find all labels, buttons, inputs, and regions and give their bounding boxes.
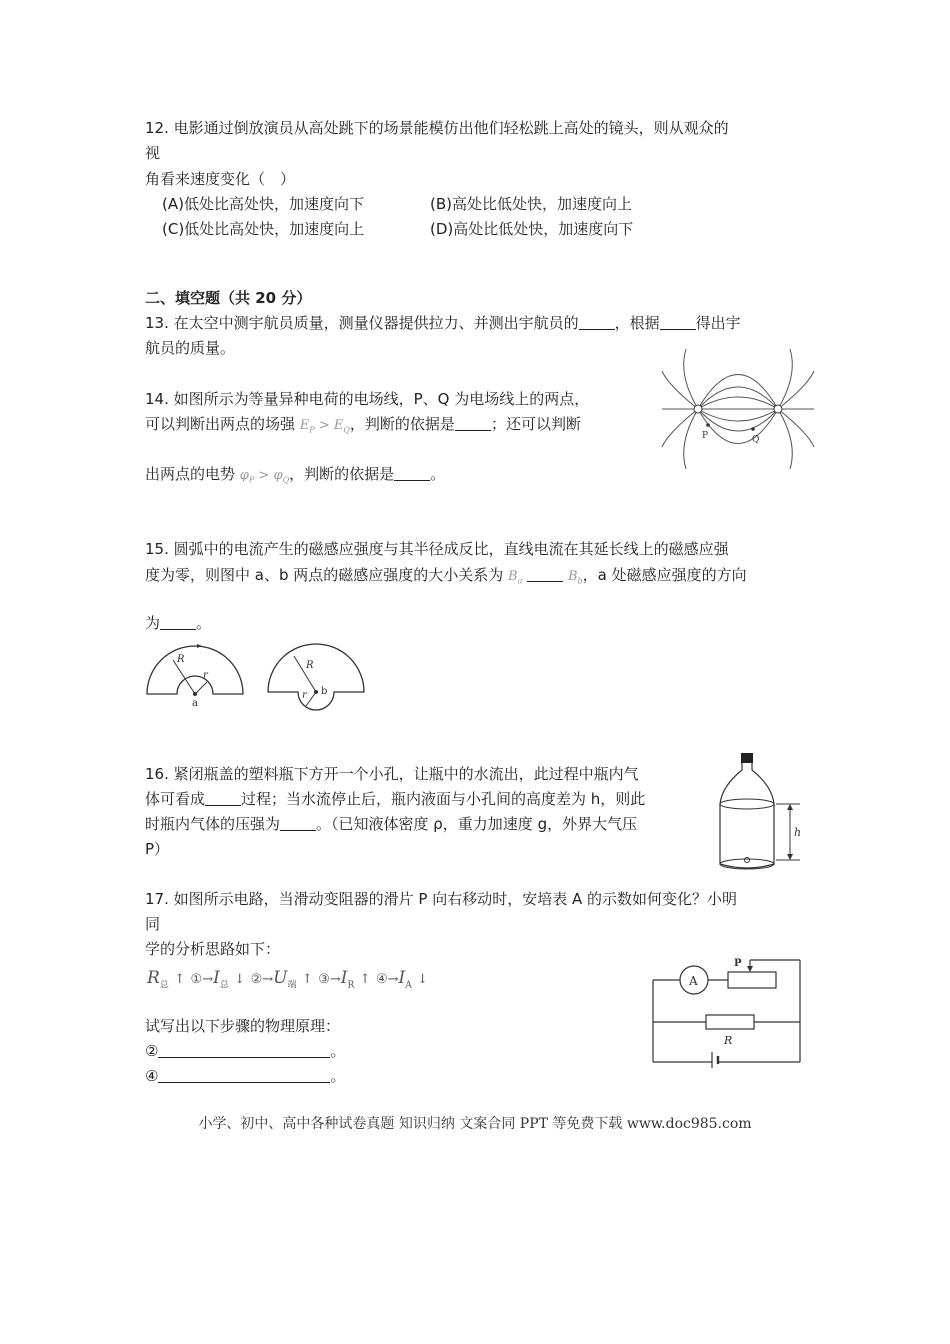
chain-down-2: ↓	[417, 972, 429, 987]
q14-phi-sub-q: Q	[282, 475, 290, 485]
bottle-h-label: h	[794, 826, 802, 839]
q15-text-2a: 度为零，则图中 a、b 两点的磁感应强度的大小关系为	[145, 566, 504, 584]
chain-step-1: ①	[190, 972, 203, 987]
q14-e-sub-p: P	[309, 425, 315, 435]
label-q: Q	[752, 435, 760, 445]
q14-line1: 14. 如图所示为等量异种电荷的电场线，P、Q 为电场线上的两点，	[145, 390, 590, 408]
q13-text-1: 13. 在太空中测宇航员质量，测量仪器提供拉力、并测出宇航员的	[145, 314, 579, 332]
q12-option-a: (A)低处比高处快，加速度向下	[162, 195, 364, 213]
q17-blank-4	[158, 1068, 330, 1083]
q14-e-sub-q: Q	[343, 425, 350, 435]
fig-b-r: r	[302, 690, 307, 701]
arc-figure-b	[266, 642, 366, 726]
q17-line4: 试写出以下步骤的物理原理：	[145, 1017, 341, 1035]
q14-phi2: φ	[273, 468, 283, 483]
q14-text-2a: 可以判断出两点的场强	[145, 415, 296, 433]
q12-option-d: (D)高处比低处快，加速度向下	[430, 220, 634, 238]
q15-blank-1	[527, 567, 563, 582]
q14-blank-2	[394, 466, 430, 481]
arc-figure-a	[145, 642, 245, 710]
q15-line3	[145, 611, 211, 635]
q13-line2: 航员的质量。	[145, 339, 236, 357]
chain-up-2: ↑	[301, 972, 313, 987]
q16-blank-1	[205, 791, 241, 806]
chain-u-sub: 端	[287, 980, 297, 991]
chain-i-sub: 总	[219, 980, 229, 991]
q14-phi: φ	[239, 468, 249, 483]
q14-field-relation	[300, 418, 350, 433]
q14-line3	[145, 462, 445, 493]
q13-text-3: 得出宇	[695, 314, 741, 332]
point-q	[751, 427, 755, 431]
q16-line4: P）	[145, 840, 170, 858]
q17-blank-2	[158, 1043, 330, 1058]
q15-text-2b: ，a 处磁感应强度的方向	[582, 566, 747, 584]
chain-up-3: ↑	[359, 972, 371, 987]
q17-line2: 同	[145, 915, 161, 933]
fig-a-r: r	[203, 670, 208, 681]
q14-blank-1	[455, 416, 491, 431]
chain-r-sub: 总	[159, 980, 169, 991]
q16-line1: 16. 紧闭瓶盖的塑料瓶下方开一个小孔，让瓶中的水流出，此过程中瓶内气	[145, 765, 639, 783]
q12-line3: 角看来速度变化（ ）	[145, 170, 296, 188]
q15-line1: 15. 圆弧中的电流产生的磁感应强度与其半径成反比，直线电流在其延长线上的磁感应强	[145, 540, 729, 558]
chain-step-3: ③	[318, 972, 330, 987]
q17-step4-label: ④	[145, 1067, 159, 1085]
chain-r: R	[147, 968, 160, 988]
q14-phi-gt: >	[254, 468, 274, 483]
chain-arrow-1: →	[202, 972, 214, 987]
q14-e2: E	[333, 418, 344, 433]
q14-e: E	[299, 418, 310, 433]
q12-option-b: (B)高处比低处快，加速度向上	[430, 195, 632, 213]
fig-b-label: b	[321, 686, 328, 697]
chain-u: U	[273, 968, 288, 988]
chain-step-2: ②	[250, 972, 263, 987]
chain-ir-sub: R	[347, 980, 355, 991]
point-p	[706, 423, 710, 427]
q13-blank-2	[660, 315, 696, 330]
fig-b-R: R	[306, 660, 314, 671]
chain-ia-sub: A	[405, 980, 412, 991]
q14-text-2c: ；还可以判断	[490, 415, 581, 433]
fig-a-label: a	[192, 698, 198, 709]
q16-line3	[145, 812, 637, 836]
q15-text-3b: 。	[196, 614, 212, 632]
q15-b1: B	[508, 569, 518, 584]
resistor-label: R	[724, 1034, 733, 1047]
bottle-cap	[741, 753, 753, 763]
q16-blank-2	[280, 816, 316, 831]
chain-ia: I	[398, 968, 406, 988]
q17-step2-label: ②	[145, 1042, 159, 1060]
chain-arrow-2: →	[262, 972, 274, 987]
chain-down-1: ↓	[234, 972, 246, 987]
q14-line2	[145, 412, 581, 443]
bottle-hole	[745, 858, 750, 863]
label-p: P	[702, 431, 709, 441]
q14-potential-relation	[240, 468, 289, 483]
q15-bb	[568, 569, 583, 584]
q14-text-3a: 出两点的电势	[145, 465, 236, 483]
chain-arrow-3: →	[329, 972, 341, 987]
ammeter-label: A	[689, 974, 698, 988]
analysis-chain	[147, 968, 428, 990]
chain-ir: I	[340, 968, 348, 988]
chain-up-1: ↑	[174, 972, 186, 987]
q15-blank-2	[160, 615, 196, 630]
q15-b2-sub: b	[577, 576, 583, 586]
chain-i: I	[213, 968, 220, 988]
q14-phi-sub-p: P	[248, 475, 255, 485]
chain-step-4: ④	[375, 972, 388, 987]
section-title: 二、填空题（共 20 分）	[145, 289, 312, 307]
q15-ba	[508, 569, 522, 584]
q17-step4-line	[145, 1064, 345, 1088]
q15-line2	[145, 563, 747, 594]
slider-label: P	[734, 958, 742, 969]
q15-b1-sub: a	[517, 576, 523, 586]
q15-text-3a: 为	[145, 614, 161, 632]
charge-right	[774, 405, 782, 413]
q14-text-3b: ，判断的依据是	[289, 465, 395, 483]
circuit-diagram	[650, 952, 806, 1068]
q16-text-3a: 时瓶内气体的压强为	[145, 815, 281, 833]
chain-arrow-4: →	[387, 972, 399, 987]
q15-b2: B	[567, 569, 578, 584]
q13-text-2: ，根据	[614, 314, 660, 332]
q13-line1	[145, 311, 741, 335]
q12-line1: 12. 电影通过倒放演员从高处跳下的场景能模仿出他们轻松跳上高处的镜头，则从观众的	[145, 119, 729, 137]
bottle-diagram	[714, 752, 814, 874]
q16-text-2b: 过程；当水流停止后，瓶内液面与小孔间的高度差为 h，则此	[241, 790, 646, 808]
q17-line3: 学的分析思路如下：	[145, 940, 281, 958]
q16-text-2a: 体可看成	[145, 790, 206, 808]
q16-text-3b: 。（已知液体密度 ρ，重力加速度 g，外界大气压	[316, 815, 638, 833]
q12-line2: 视	[145, 144, 161, 162]
footer: 小学、初中、高中各种试卷真题 知识归纳 文案合同 PPT 等免费下载 www.doc985.com	[198, 1116, 752, 1132]
q14-e-gt: >	[314, 418, 334, 433]
fig-a-R: R	[177, 654, 185, 665]
q13-blank-1	[579, 315, 615, 330]
q14-text-2b: ，判断的依据是	[349, 415, 455, 433]
q17-line1: 17. 如图所示电路，当滑动变阻器的滑片 P 向右移动时，安培表 A 的示数如何变化？小明	[145, 890, 738, 908]
q12-option-c: (C)低处比高处快，加速度向上	[162, 220, 365, 238]
electric-field-diagram	[658, 345, 818, 473]
q14-text-3c: 。	[430, 465, 446, 483]
q17-step4-dot: 。	[330, 1067, 346, 1085]
q16-line2	[145, 787, 645, 811]
q17-step2-line	[145, 1039, 345, 1063]
q17-step2-dot: 。	[330, 1042, 346, 1060]
charge-left	[694, 405, 702, 413]
